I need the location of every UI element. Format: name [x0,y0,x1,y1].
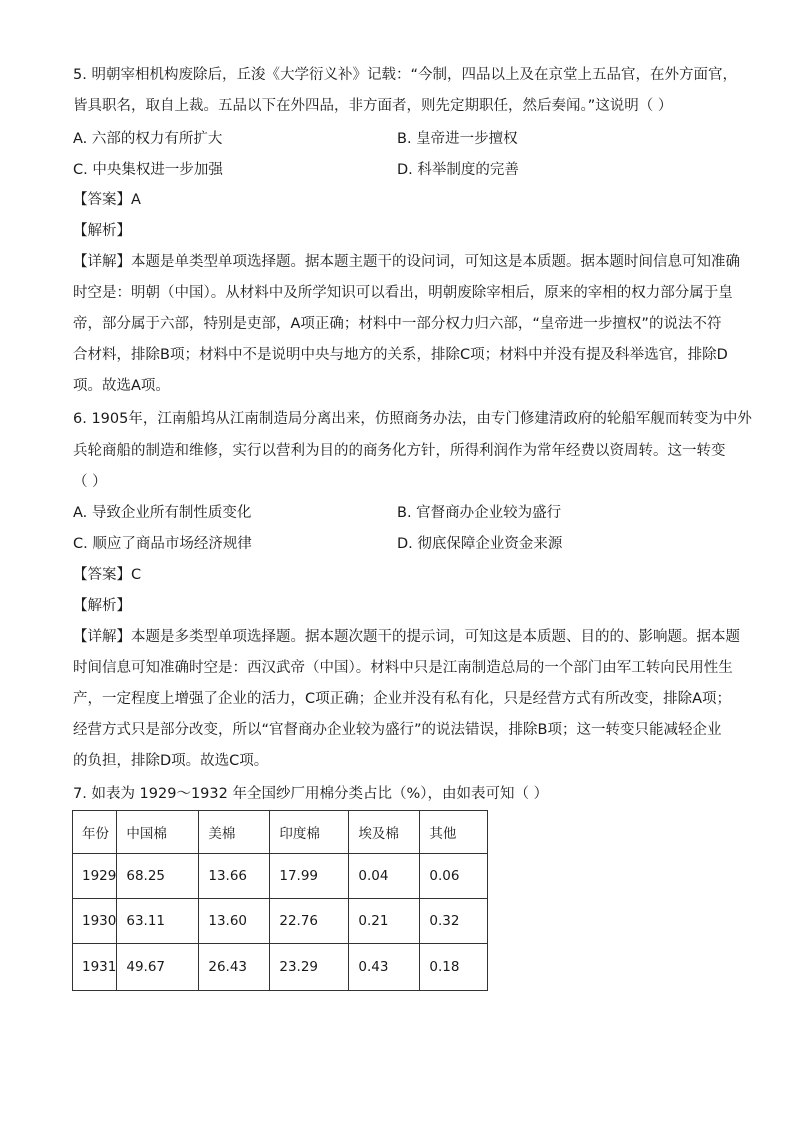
table-header-cell: 美棉 [199,811,270,854]
q6-stem-line-2: 兵轮商船的制造和维修，实行以营利为目的的商务化方针，所得利润作为常年经费以资周转。这一转变 [73,443,726,459]
table-cell: 49.67 [117,944,199,991]
q5-detail-line: 项。故选A项。 [73,378,170,394]
q5-detail-line: 时空是：明朝（中国）。从材料中及所学知识可以看出，明朝废除宰相后，原来的宰相的权力部分属于皇 [73,285,733,301]
q6-option-c: C. 顺应了商品市场经济规律 [73,536,252,552]
table-cell: 63.11 [117,899,199,944]
q7-stem: 7. 如表为 1929～1932 年全国纱厂用棉分类占比（%），由如表可知（ ） [73,786,549,802]
table-cell: 17.99 [270,854,349,899]
q5-option-c: C. 中央集权进一步加强 [73,162,223,178]
q6-stem-line-3: （ ） [73,474,107,490]
table-row [73,854,488,899]
q5-option-d: D. 科举制度的完善 [397,162,519,178]
table-cell: 13.60 [199,899,270,944]
table-header-cell: 埃及棉 [349,811,420,854]
q5-option-a: A. 六部的权力有所扩大 [73,131,223,147]
q5-option-b: B. 皇帝进一步擅权 [397,131,518,147]
q6-option-a: A. 导致企业所有制性质变化 [73,505,252,521]
table-row [73,944,488,991]
table-cell: 23.29 [270,944,349,991]
q6-detail-line: 的负担，排除D项。故选C项。 [73,753,269,769]
q6-analysis-label: 【解析】 [73,598,131,614]
table-header-row [73,811,488,854]
q6-detail-line: 【详解】本题是多类型单项选择题。据本题次题干的提示词，可知这是本质题、目的的、影响题。据本题 [73,629,740,645]
q5-stem-line-2: 皆具职名，取自上裁。五品以下在外四品，非方面者，则先定期职任，然后奏闻。”这说明（ ） [73,98,673,114]
table-header-cell: 年份 [73,811,117,854]
table-cell: 22.76 [270,899,349,944]
table-cell: 0.43 [349,944,420,991]
table-cell: 0.18 [420,944,488,991]
q6-answer: 【答案】C [73,567,142,583]
q5-analysis-label: 【解析】 [73,223,131,239]
cotton-share-table [72,810,488,991]
table-cell: 26.43 [199,944,270,991]
table-row [73,899,488,944]
q6-detail-line: 产，一定程度上增强了企业的活力，C项正确；企业并没有私有化，只是经营方式有所改变，排除A项； [73,691,732,707]
table-cell: 0.04 [349,854,420,899]
q6-stem-line-1: 6. 1905年，江南船坞从江南制造局分离出来，仿照商务办法，由专门修建清政府的轮船军舰而转变为中外 [73,411,752,427]
q6-option-d: D. 彻底保障企业资金来源 [397,536,563,552]
table-cell: 0.06 [420,854,488,899]
table-cell: 0.21 [349,899,420,944]
table-cell: 0.32 [420,899,488,944]
table-cell: 68.25 [117,854,199,899]
table-cell: 1929 [73,854,117,899]
q5-answer: 【答案】A [73,192,141,208]
table-cell: 1930 [73,899,117,944]
table-header-cell: 其他 [420,811,488,854]
table-header-cell: 中国棉 [117,811,199,854]
q5-detail-line: 帝，部分属于六部，特别是吏部，A项正确；材料中一部分权力归六部，“皇帝进一步擅权”的说法不符 [73,316,722,332]
q5-detail-line: 合材料，排除B项；材料中不是说明中央与地方的关系，排除C项；材料中并没有提及科举选官，排除D [73,347,728,363]
q6-detail-line: 时间信息可知准确时空是：西汉武帝（中国）。材料中只是江南制造总局的一个部门由军工转向民用性生 [73,660,733,676]
q6-detail-line: 经营方式只是部分改变，所以“官督商办企业较为盛行”的说法错误，排除B项；这一转变只能减轻企业 [73,722,722,738]
table-cell: 1931 [73,944,117,991]
table-header-cell: 印度棉 [270,811,349,854]
table-cell: 13.66 [199,854,270,899]
q6-option-b: B. 官督商办企业较为盛行 [397,505,562,521]
q5-stem-line-1: 5. 明朝宰相机构废除后，丘浚《大学衍义补》记载：“今制，四品以上及在京堂上五品官，在外方面官， [73,67,737,83]
q5-detail-line: 【详解】本题是单类型单项选择题。据本题主题干的设问词，可知这是本质题。据本题时间信息可知准确 [73,254,740,270]
